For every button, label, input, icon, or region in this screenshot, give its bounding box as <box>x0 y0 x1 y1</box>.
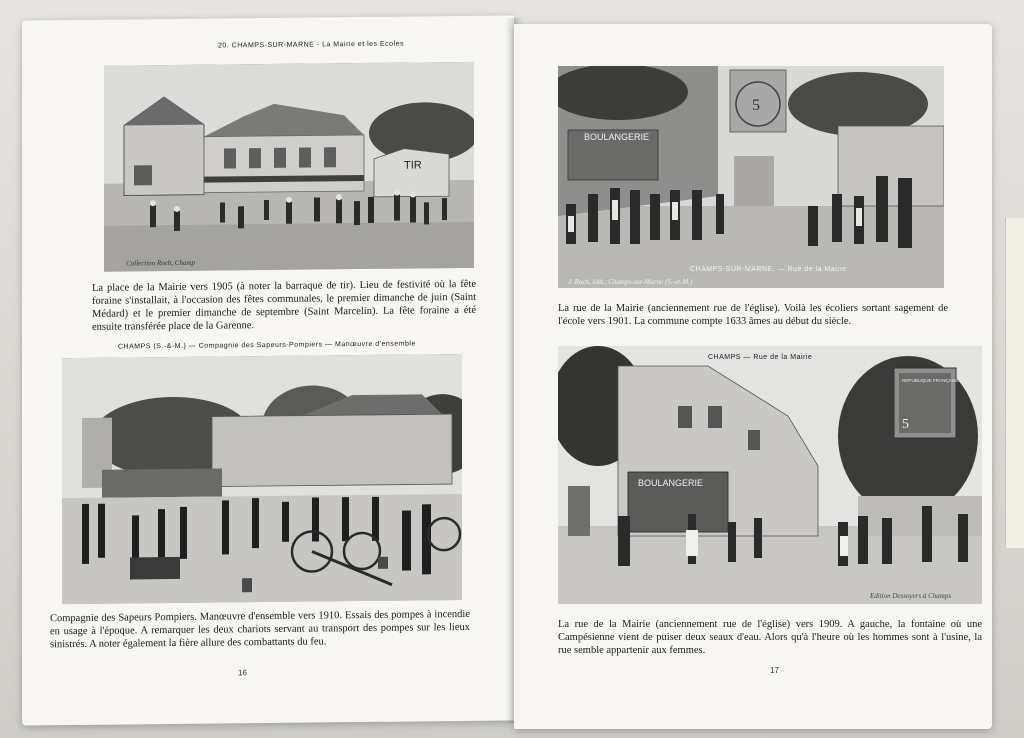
running-header: 20. CHAMPS-SUR-MARNE - La Mairie et les Ecoles <box>218 40 404 50</box>
stamp-1909-value: 5 <box>902 417 909 432</box>
left-page-number: 16 <box>238 668 247 678</box>
boulangerie-sign-1901: BOULANGERIE <box>584 132 650 142</box>
boulangerie-sign-1909: BOULANGERIE <box>638 478 704 488</box>
photo-rue-mairie-1901 <box>558 66 944 288</box>
photo-sapeurs-pompiers <box>62 354 462 604</box>
photo4-plate-title: CHAMPS — Rue de la Mairie <box>708 354 813 361</box>
photo3-plate-title: CHAMPS-SUR-MARNE. — Rue de la Mairie <box>690 266 847 273</box>
photo1-credit: Collection Roch, Champ <box>126 258 196 268</box>
caption-rue-mairie-1901: La rue de la Mairie (anciennement rue de l'église). Voilà les écoliers sortant sagement de l'école vers 1901. La commune compte 1633 âmes au début du siècle. <box>558 303 948 327</box>
photo-rue-mairie-1909 <box>558 346 982 604</box>
photo4-credit: Edition Dessoyers à Champs <box>870 592 952 600</box>
stamp-1909-label: REPUBLIQUE FRANÇAISE <box>902 378 960 383</box>
tir-sign: TIR <box>404 159 422 172</box>
sapeurs-pompiers-image <box>62 354 462 604</box>
photo3-credit: J. Roch, édit., Champs-sur-Marne (S.-et-M.) <box>568 278 693 286</box>
caption-place-mairie: La place de la Mairie vers 1905 (à noter la barraque de tir). Lieu de festivité où la fête foraine s'installait, à l'occasion des fêtes communales, le premier dimanche de juin (Saint Médard) et le premier dimanche de septembre (Saint Marcelin). La fête foraine a été ensuite transférée place de la Garenne. <box>92 278 476 333</box>
caption-sapeurs-pompiers: Compagnie des Sapeurs Pompiers. Manœuvre d'ensemble vers 1910. Essais des pompes à incendie en usage à l'époque. A remarquer les deux chariots servant au transport des pompes sur les lieux sinistrés. A noter également la fière allure des combattants du feu. <box>50 608 470 651</box>
stamp-1901-value: 5 <box>752 97 760 114</box>
rue-mairie-1909-image <box>558 346 982 604</box>
photo-mairie-place <box>104 62 474 272</box>
mairie-place-image <box>104 62 474 272</box>
loose-card-edge <box>1005 218 1024 548</box>
caption-rue-mairie-1909: La rue de la Mairie (anciennement rue de l'église) vers 1909. A gauche, la fontaine où une Campésienne vient de puiser deux seaux d'eau. Alors qu'à l'heure où les hommes sont à l'usine, la rue semble appartenir aux femmes. <box>558 619 982 656</box>
left-page <box>22 15 514 725</box>
right-page-number: 17 <box>770 666 779 675</box>
rue-mairie-1901-image <box>558 66 944 288</box>
right-page <box>514 24 992 729</box>
photo2-plate-title: CHAMPS (S.-&-M.) — Compagnie des Sapeurs-Pompiers — Manœuvre d'ensemble <box>118 340 416 351</box>
